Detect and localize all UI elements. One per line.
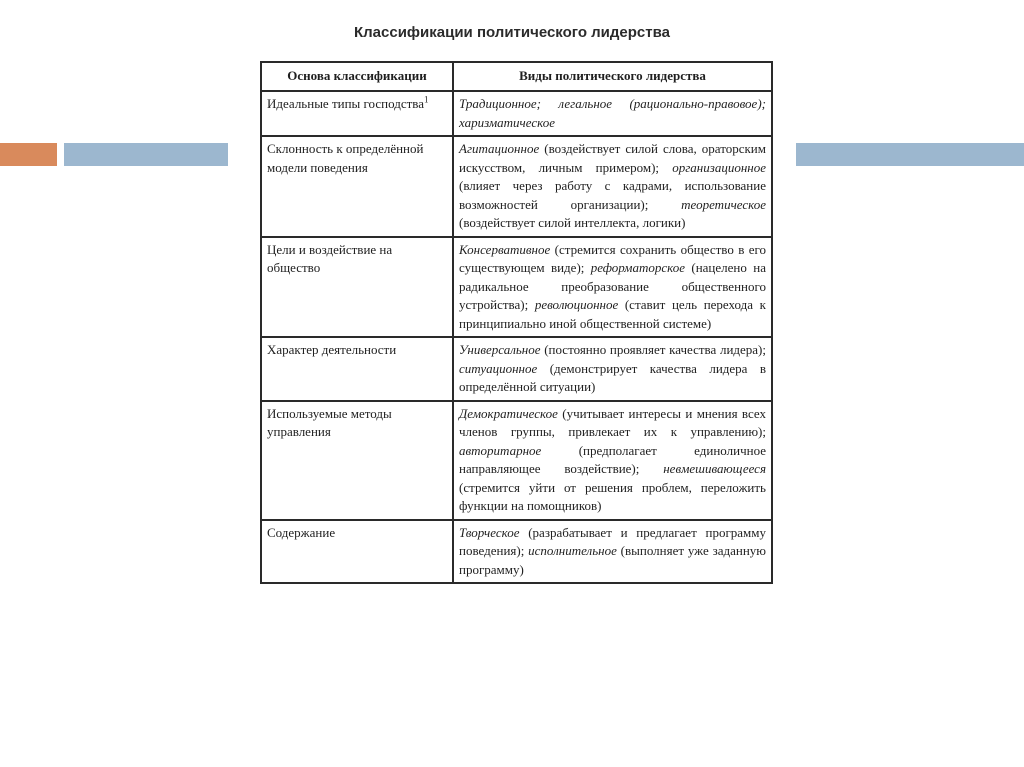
leadership-type-description: (воздействует силой слова, ораторским искусством, личным примером); bbox=[459, 141, 766, 175]
leadership-type-term: реформаторское bbox=[590, 260, 685, 275]
accent-bar-left bbox=[64, 143, 228, 166]
table-row bbox=[261, 337, 772, 401]
basis-cell bbox=[261, 136, 453, 237]
kinds-cell bbox=[453, 91, 772, 136]
header-basis: Основа классификации bbox=[261, 62, 453, 91]
leadership-type-description: (нацелено на радикальное преобразование общественного устройства); bbox=[459, 260, 766, 312]
basis-cell bbox=[261, 520, 453, 584]
basis-cell bbox=[261, 401, 453, 520]
basis-text: Цели и воздействие на общество bbox=[267, 241, 393, 275]
leadership-type-term: Агитационное bbox=[459, 141, 540, 156]
basis-cell bbox=[261, 337, 453, 401]
leadership-type-term: Демократическое bbox=[459, 405, 558, 421]
basis-text: Склонность к определённой модели поведения bbox=[267, 141, 424, 175]
basis-text: Используемые методы управления bbox=[267, 405, 392, 439]
classification-table bbox=[260, 61, 773, 584]
table-body bbox=[261, 91, 772, 583]
table-row bbox=[261, 520, 772, 584]
leadership-type-description: (стремится уйти от решения проблем, переложить функции на помощников) bbox=[459, 479, 766, 513]
leadership-type-description: (демонстрирует качества лидера в определённой ситуации) bbox=[459, 360, 766, 394]
leadership-type-description: (воздействует силой интеллекта, логики) bbox=[459, 215, 686, 230]
leadership-type-term: организационное bbox=[672, 159, 766, 175]
leadership-type-term: авторитарное bbox=[459, 442, 542, 458]
leadership-type-description: (стремится сохранить общество в его существующем виде); bbox=[459, 241, 766, 275]
leadership-type-description: (ставит цель перехода к принципиально иной общественной системе) bbox=[459, 297, 766, 331]
page-title: Классификации политического лидерства bbox=[353, 24, 670, 41]
leadership-type-description: (разрабатывает и предлагает программу поведения); bbox=[459, 524, 766, 558]
table-header-row bbox=[261, 62, 772, 91]
leadership-type-term: невмешивающееся bbox=[663, 461, 766, 476]
accent-bar-right bbox=[796, 143, 1024, 166]
kinds-cell bbox=[453, 337, 772, 401]
basis-text: Содержание bbox=[267, 524, 336, 540]
leadership-type-term: ситуационное bbox=[459, 360, 538, 376]
leadership-type-term: Консервативное bbox=[459, 241, 551, 257]
table-row bbox=[261, 91, 772, 136]
kinds-cell bbox=[453, 401, 772, 520]
leadership-type-term: революционное bbox=[534, 297, 619, 312]
basis-text: Идеальные типы господства bbox=[267, 96, 425, 111]
table-row bbox=[261, 237, 772, 338]
basis-cell bbox=[261, 91, 453, 136]
basis-text: Характер деятельности bbox=[267, 342, 397, 357]
footnote-marker: 1 bbox=[424, 94, 429, 105]
leadership-type-term: исполнительное bbox=[528, 543, 617, 558]
table-row bbox=[261, 401, 772, 520]
leadership-type-term: Творческое bbox=[459, 524, 520, 540]
leadership-type-term: Универсальное bbox=[459, 342, 541, 357]
basis-cell bbox=[261, 237, 453, 338]
leadership-type-description: (влияет через работу с кадрами, использование возможностей организации); bbox=[459, 178, 766, 212]
leadership-type-description: (предполагает единоличное направляющее воздействие); bbox=[459, 442, 766, 476]
leadership-type-description: (постоянно проявляет качества лидера); bbox=[540, 342, 766, 357]
leadership-type-term: Традиционное; легальное (рационально-правовое); харизматическое bbox=[459, 96, 766, 130]
leadership-type-description: (выполняет уже заданную программу) bbox=[459, 543, 766, 577]
accent-bar-orange bbox=[0, 143, 57, 166]
kinds-cell bbox=[453, 520, 772, 584]
header-kinds: Виды политического лидерства bbox=[453, 62, 772, 91]
kinds-cell bbox=[453, 237, 772, 338]
leadership-type-term: теоретическое bbox=[681, 196, 766, 212]
table-row bbox=[261, 136, 772, 237]
leadership-type-description: (учитывает интересы и мнения всех членов группы, привлекает их к управлению); bbox=[459, 405, 766, 439]
kinds-cell bbox=[453, 136, 772, 237]
